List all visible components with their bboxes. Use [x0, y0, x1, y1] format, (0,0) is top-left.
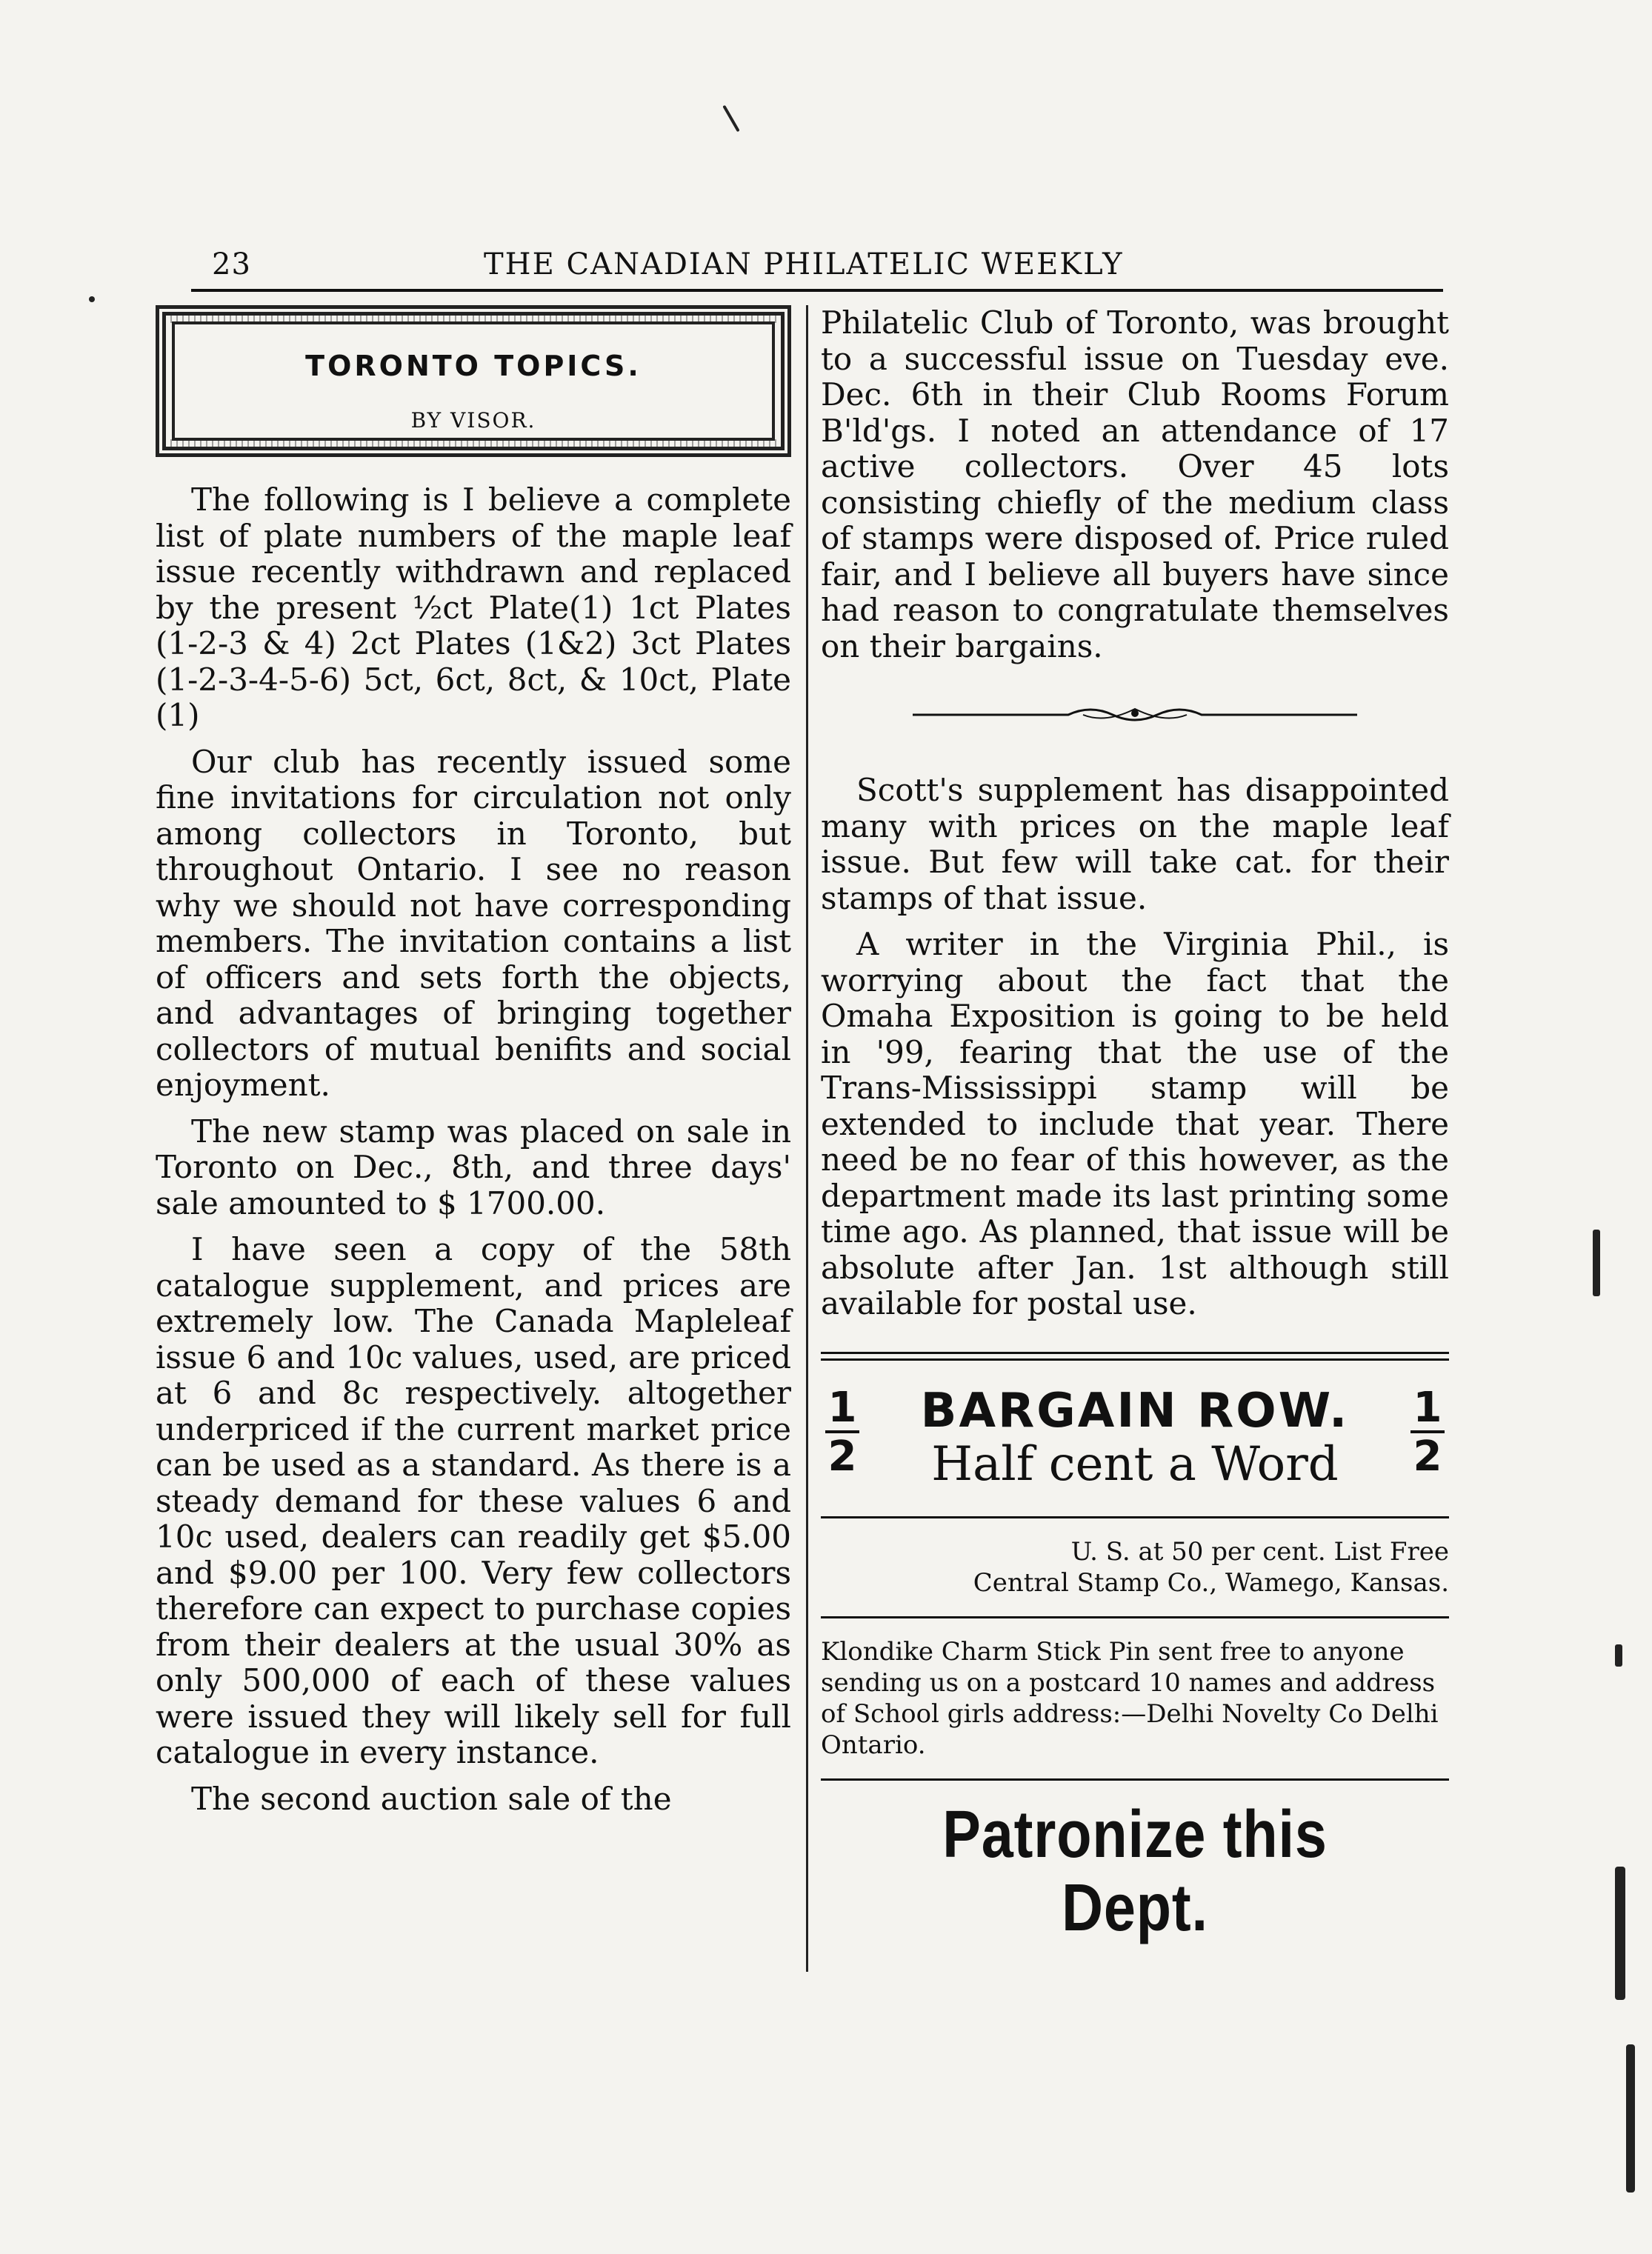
running-title: THE CANADIAN PHILATELIC WEEKLY	[484, 247, 1124, 281]
paragraph-club-invitations: Our club has recently issued some fine invitations for circulation not only among collectors in Toronto, but throughout Ontario. I see no reason why we should not have corresponding members. The invitation contains a list of officers and sets forth the objects, and advantages of bringing together collectors of mutual benifits and social enjoyment.	[156, 743, 791, 1103]
paragraph-scott-supplement: Scott's supplement has disappointed many with prices on the maple leaf issue. But few will take cat. for their stamps of that issue.	[821, 772, 1449, 916]
scan-speck	[1615, 1644, 1622, 1667]
column-heading-box	[156, 305, 791, 457]
fraction-right: $\frac{1}{2}$	[1410, 1387, 1445, 1478]
scan-speck	[89, 296, 95, 302]
paragraph-auction-continued: Philatelic Club of Toronto, was brought to a successful issue on Tuesday eve. Dec. 6th in their Club Rooms Forum B'ld'gs. I noted an attendance of 17 active collectors. Over 45 lots consisting chiefly of the medium class of stamps were disposed of. Price ruled fair, and I believe all buyers have since had reason to congratulate themselves on their bargains.	[821, 304, 1449, 664]
fraction-left: $\frac{1}{2}$	[825, 1387, 859, 1478]
right-column	[821, 305, 1449, 1945]
paragraph-virginia-phil: A writer in the Virginia Phil., is worrying about the fact that the Omaha Exposition is going to be held in '99, fearing that the use of the Trans-Mississippi stamp will be extended to include that year. There need be no fear of this however, as the department made its last printing some time ago. As planned, that issue will be absolute after Jan. 1st although still available for postal use.	[821, 926, 1449, 1321]
bargain-row-banner	[821, 1383, 1449, 1498]
scan-speck	[1593, 1230, 1600, 1296]
paragraph-catalogue-supplement: I have seen a copy of the 58th catalogue supplement, and prices are extremely low. The Canada Mapleleaf issue 6 and 10c values, used, are priced at 6 and 8c respectively. altogether underpriced if the current market price can be used as a standard. As there is a steady demand for these values 6 and 10c used, dealers can readily get $5.00 and $9.00 per 100. Very few collectors therefore can expect to purchase copies from their dealers at the usual 30% as only 500,000 of each of these values were issued they will likely sell for full catalogue in every instance.	[156, 1231, 791, 1770]
column-byline: BY VISOR.	[410, 408, 536, 433]
scan-speck	[722, 105, 739, 133]
patronize-dept: Patronize this Dept.	[942, 1797, 1328, 1945]
bargain-row-subtitle: Half cent a Word	[931, 1436, 1339, 1492]
page-number: 23	[212, 247, 251, 281]
bargain-row-title: BARGAIN ROW.	[920, 1383, 1350, 1438]
rule	[821, 1778, 1449, 1781]
ad-klondike-pin: Klondike Charm Stick Pin sent free to anyone sending us on a postcard 10 names and address of School girls address:—Delhi Novelty Co Delhi Ontario.	[821, 1636, 1439, 1760]
paragraph-new-stamp-sale: The new stamp was placed on sale in Toronto on Dec., 8th, and three days' sale amounted to $ 1700.00.	[156, 1113, 791, 1221]
double-rule	[821, 1352, 1449, 1361]
paragraph-plate-numbers: The following is I believe a complete list of plate numbers of the maple leaf issue recently withdrawn and replaced by the present ½ct Plate(1) 1ct Plates (1-2-3 & 4) 2ct Plates (1&2) 3ct Plates (1-2-3-4-5-6) 5ct, 6ct, 8ct, & 10ct, Plate (1)	[156, 481, 791, 733]
column-divider	[806, 305, 808, 1972]
left-column	[156, 305, 791, 1827]
page-header	[191, 244, 1443, 292]
ornament-divider	[913, 701, 1357, 728]
scan-speck	[1626, 2044, 1635, 2193]
column-heading-title: TORONTO TOPICS.	[305, 350, 642, 382]
rule	[821, 1616, 1449, 1618]
rule	[821, 1516, 1449, 1518]
paragraph-auction-start: The second auction sale of the	[191, 1780, 672, 1817]
ad-central-stamp: U. S. at 50 per cent. List Free Central Stamp Co., Wamego, Kansas.	[973, 1536, 1449, 1598]
scan-speck	[1615, 1867, 1625, 2000]
